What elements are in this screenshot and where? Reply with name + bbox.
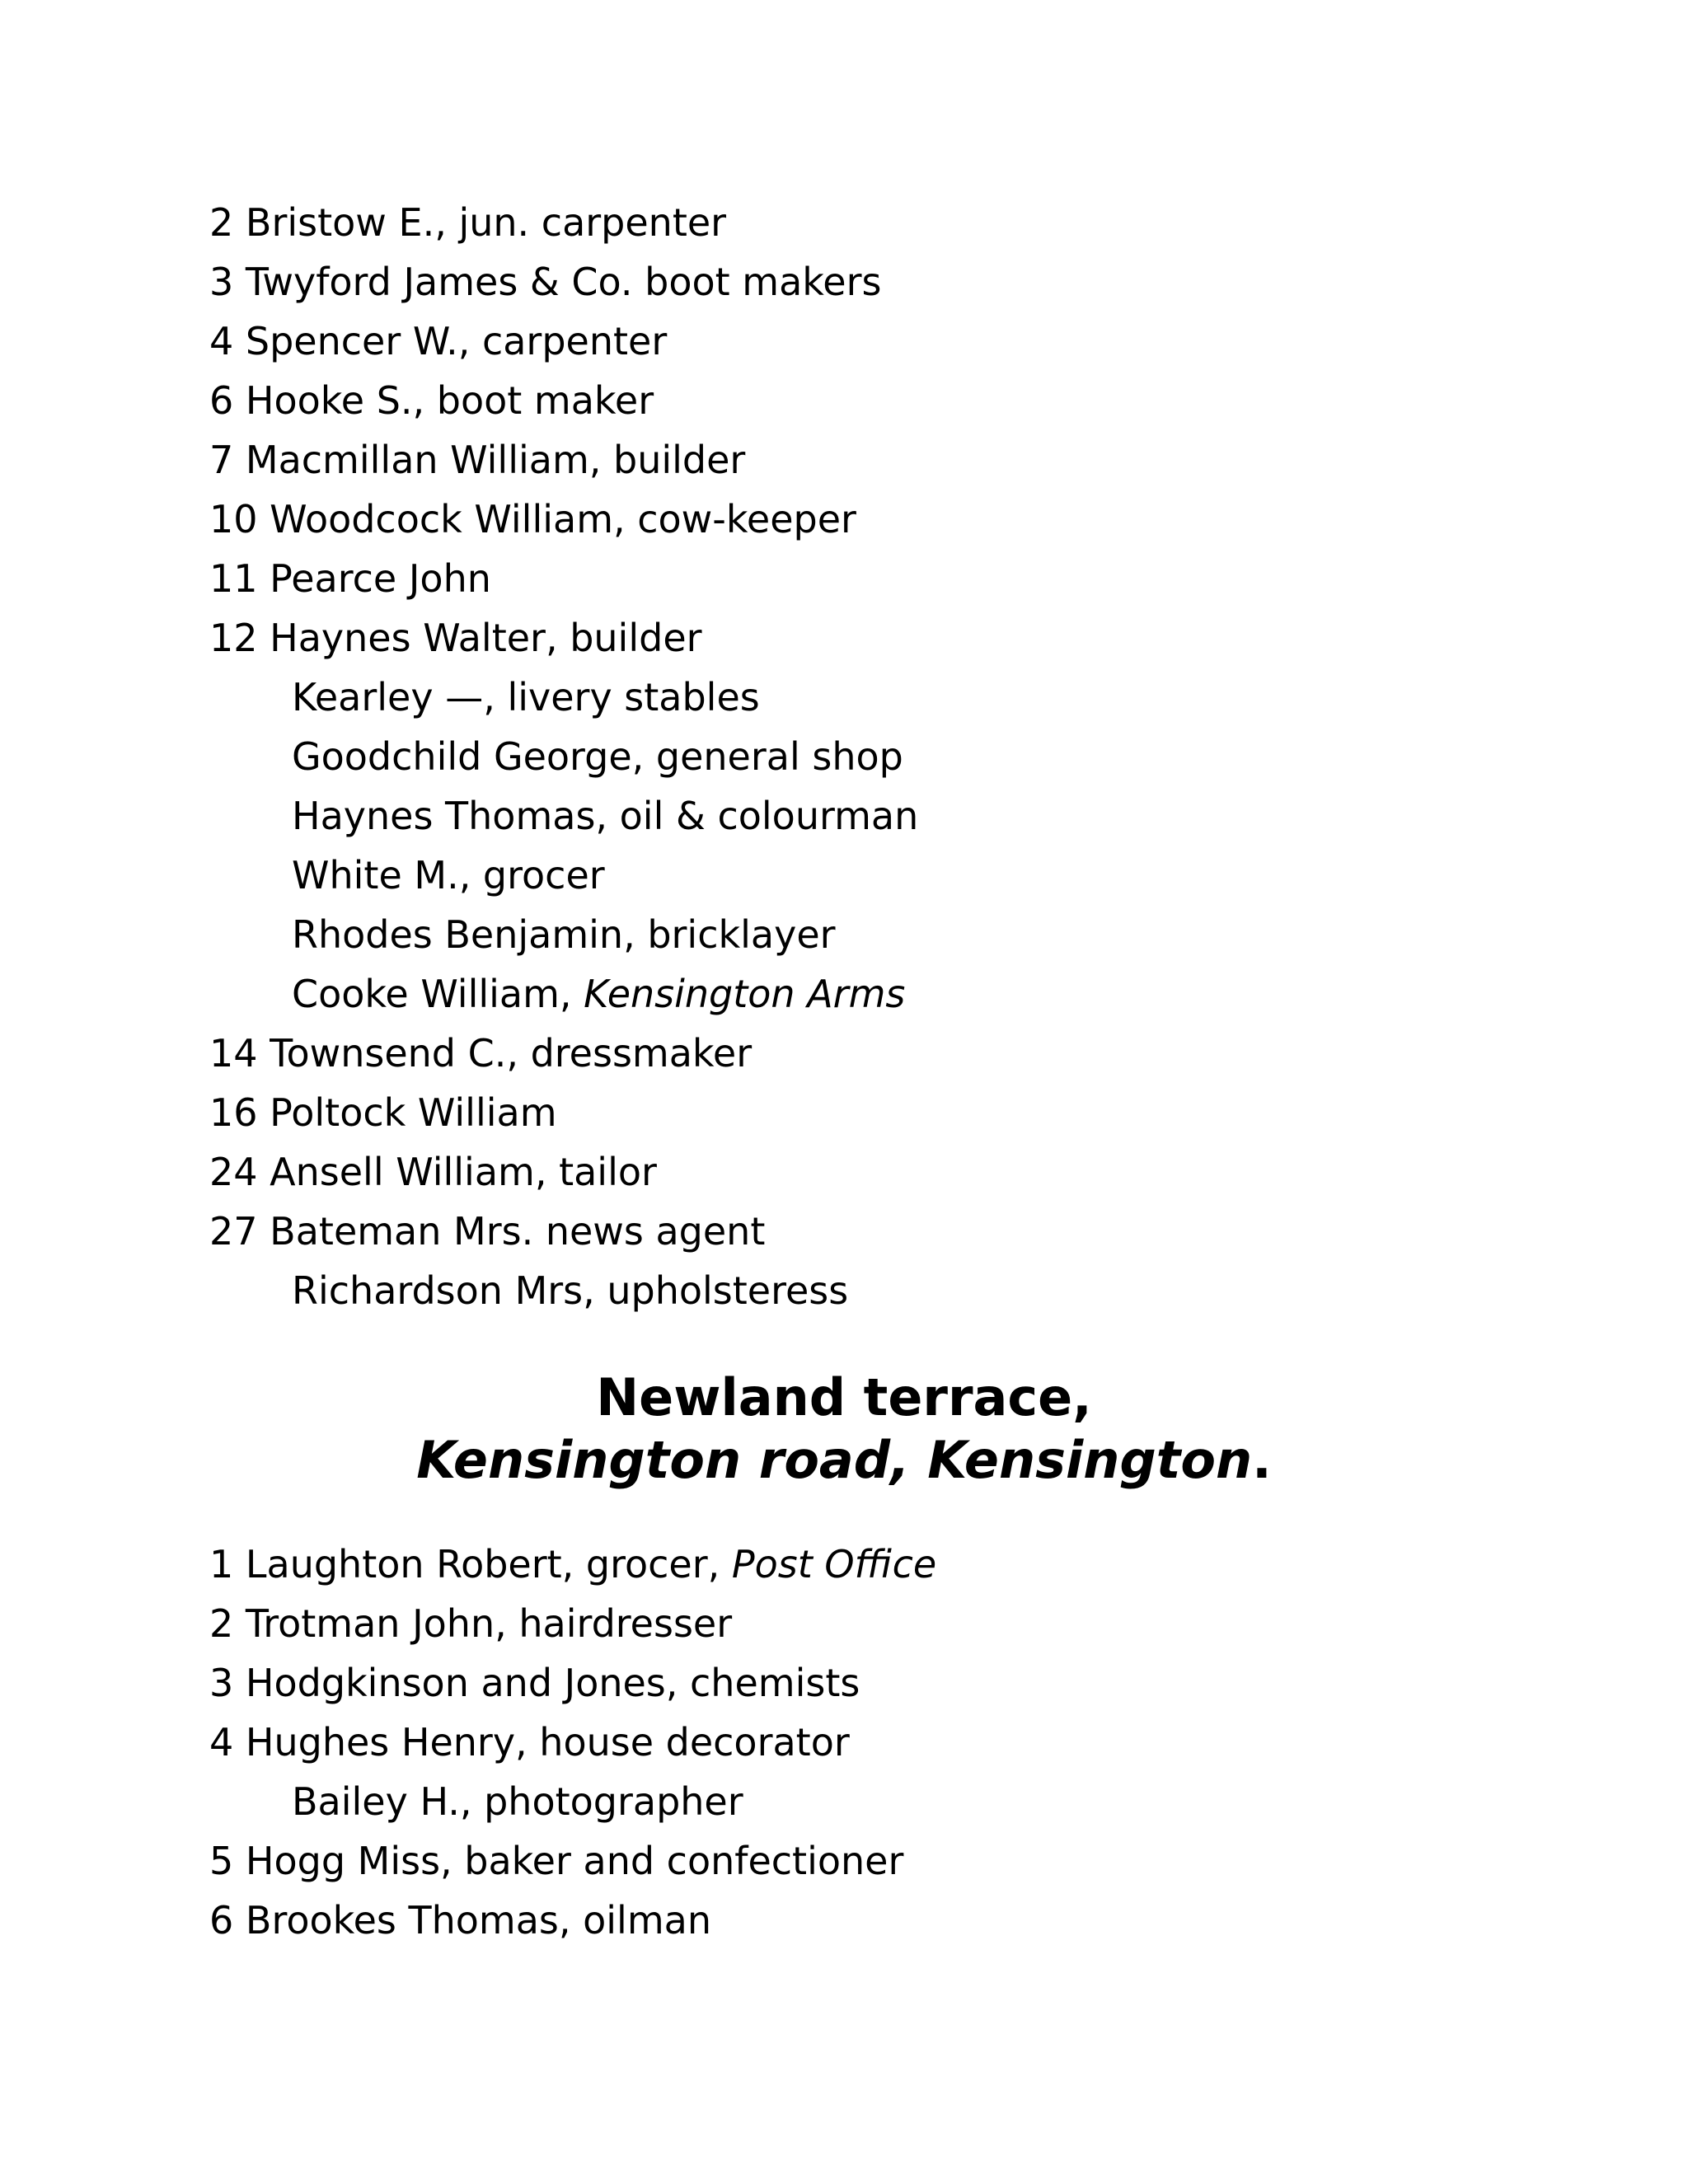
section-heading [0, 1366, 1688, 1492]
directory-entry [209, 371, 918, 430]
directory-entry [209, 1142, 918, 1202]
directory-entry [209, 1202, 918, 1261]
entry-text: Rhodes Benjamin, bricklayer [292, 912, 836, 957]
entry-text: 16 Poltock William [209, 1090, 557, 1135]
entry-text: 3 Twyford James & Co. boot makers [209, 260, 882, 304]
directory-entry [209, 1772, 936, 1831]
entry-text: 10 Woodcock William, cow-keeper [209, 497, 856, 541]
entry-text: 6 Hooke S., boot maker [209, 378, 654, 423]
directory-entry [209, 1594, 936, 1653]
directory-entry [209, 727, 918, 786]
entry-text: Goodchild George, general shop [292, 734, 903, 779]
heading-line-2 [0, 1429, 1688, 1492]
entry-text: 11 Pearce John [209, 556, 491, 601]
entry-text: Cooke William, [292, 972, 584, 1016]
directory-entry [209, 1831, 936, 1891]
directory-entry [209, 1083, 918, 1142]
directory-entry [209, 1891, 936, 1950]
entry-text: 4 Spencer W., carpenter [209, 319, 668, 363]
directory-entry [209, 312, 918, 371]
directory-entry [209, 1653, 936, 1713]
entry-text: 3 Hodgkinson and Jones, chemists [209, 1661, 860, 1705]
entry-text: Bailey H., photographer [292, 1779, 743, 1824]
entry-text: 7 Macmillan William, builder [209, 438, 746, 482]
directory-entry [209, 490, 918, 549]
heading-line-2-tail: . [1252, 1430, 1272, 1490]
entry-text: 12 Haynes Walter, builder [209, 616, 702, 660]
entry-text: 2 Bristow E., jun. carpenter [209, 200, 727, 245]
directory-entry [209, 430, 918, 490]
entry-text: 1 Laughton Robert, grocer, [209, 1542, 732, 1586]
entry-italic-text: Post Office [731, 1542, 937, 1586]
heading-line-1: Newland terrace, [596, 1367, 1092, 1427]
directory-entry [209, 1535, 936, 1594]
entry-text: 27 Bateman Mrs. news agent [209, 1209, 766, 1254]
entry-italic-text: Kensington Arms [584, 972, 906, 1016]
entry-text: 24 Ansell William, tailor [209, 1150, 657, 1194]
directory-list-2 [209, 1535, 936, 1950]
directory-entry [209, 252, 918, 312]
directory-entry [209, 1713, 936, 1772]
directory-entry [209, 193, 918, 252]
directory-entry [209, 786, 918, 846]
heading-line-2-italic: Kensington road, Kensington [416, 1430, 1253, 1490]
entry-text: 6 Brookes Thomas, oilman [209, 1898, 711, 1943]
directory-entry [209, 1261, 918, 1320]
entry-text: Kearley —, livery stables [292, 675, 760, 719]
directory-entry [209, 1024, 918, 1083]
directory-entry [209, 846, 918, 905]
entry-text: Richardson Mrs, upholsteress [292, 1268, 849, 1313]
directory-list-1 [209, 193, 918, 1320]
entry-text: White M., grocer [292, 853, 605, 898]
directory-entry [209, 905, 918, 964]
directory-entry [209, 549, 918, 608]
entry-text: 2 Trotman John, hairdresser [209, 1601, 733, 1646]
directory-entry [209, 608, 918, 668]
entry-text: Haynes Thomas, oil & colourman [292, 794, 919, 838]
directory-entry [209, 964, 918, 1024]
directory-entry [209, 668, 918, 727]
entry-text: 14 Townsend C., dressmaker [209, 1031, 753, 1076]
entry-text: 5 Hogg Miss, baker and confectioner [209, 1839, 904, 1883]
entry-text: 4 Hughes Henry, house decorator [209, 1720, 850, 1765]
